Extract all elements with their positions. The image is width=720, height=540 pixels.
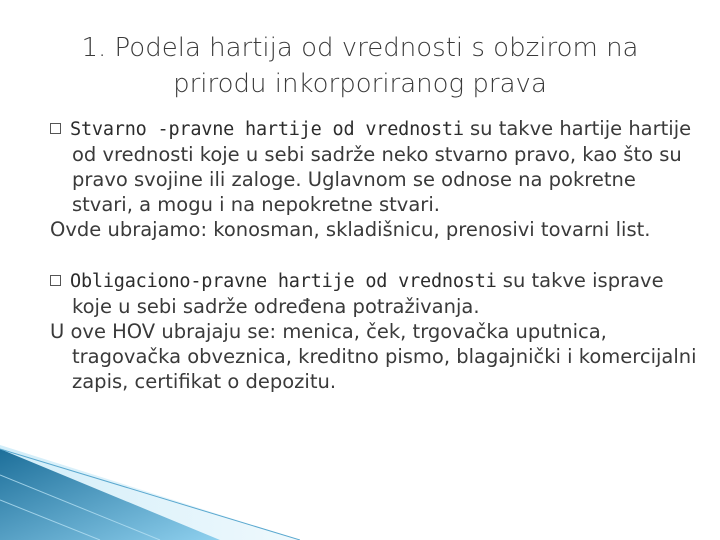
square-bullet-icon — [50, 123, 61, 134]
section-2-body: su takve isprave koje u sebi sadrže određena potraživanja. — [72, 269, 664, 318]
slide-title-line-1: 1. Podela hartija od vrednosti s obzirom na — [81, 33, 639, 63]
square-bullet-icon — [50, 275, 61, 286]
section-2-term: Obligaciono-pravne hartije od vrednosti — [70, 271, 497, 292]
section-1-paragraph — [50, 116, 700, 217]
section-1-term: Stvarno -pravne hartije od vrednosti — [70, 119, 464, 140]
section-2-paragraph — [50, 268, 700, 319]
slide-title-line-2: prirodu inkorporiranog prava — [173, 69, 547, 99]
slide-title — [30, 30, 690, 102]
section-1-followup: Ovde ubrajamo: konosman, skladišnicu, prenosivi tovarni list. — [50, 218, 651, 241]
slide-content — [50, 116, 700, 394]
section-1-body: su takve hartije hartije od vrednosti koje u sebi sadrže neko stvarno pravo, kao što su pravo svojine ili zaloge. Uglavnom se odnose na pokretne stvari, a mogu i na nepokretne stvari. — [72, 117, 692, 216]
section-2-followup: U ove HOV ubrajaju se: menica, ček, trgovačka uputnica, tragovačka obveznica, kreditno pismo, blagajnički i komercijalni zapis, certifikat o depozitu. — [50, 320, 697, 393]
decorative-corner-swoosh — [0, 445, 300, 540]
